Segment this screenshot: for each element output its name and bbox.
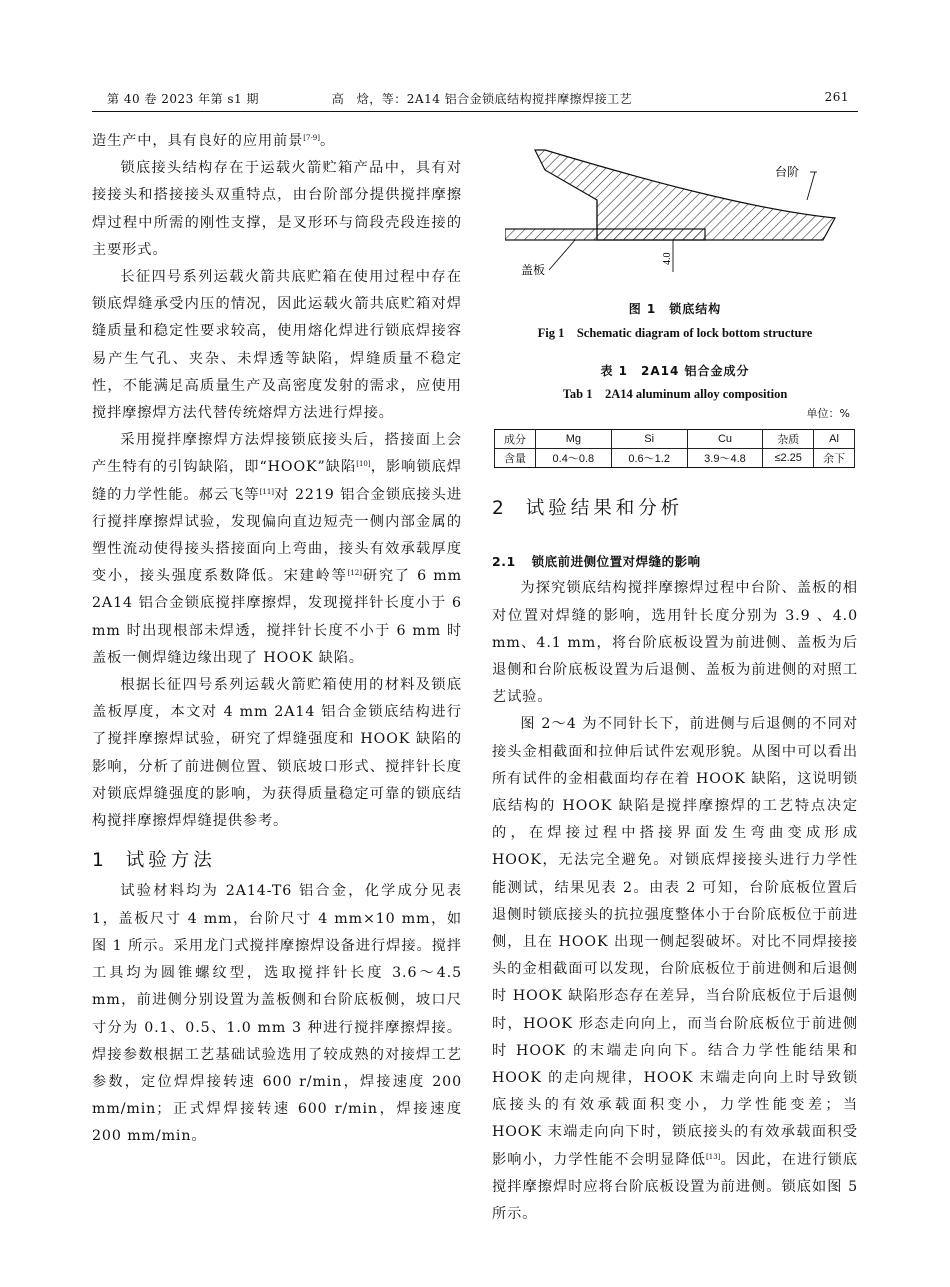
paragraph-7: 为探究锁底结构搅拌摩擦焊过程中台阶、盖板的相对位置对焊缝的影响，选用针长度分别为 3.9 、4.0 mm、4.1 mm，将台阶底板设置为前进侧、盖板为后退侧和台阶底板设置为后退侧、盖板为前进侧的对照工艺试验。 bbox=[492, 580, 858, 706]
label-step: 台阶 bbox=[775, 165, 800, 179]
section-1-heading: 1 试验方法 bbox=[92, 850, 216, 872]
header-rule bbox=[92, 111, 858, 112]
composition-table bbox=[494, 429, 855, 468]
table-cell: 成分 bbox=[495, 430, 536, 449]
section-2-heading: 2 试验结果和分析 bbox=[492, 498, 684, 519]
cover-plate bbox=[505, 229, 705, 240]
paragraph-3: 长征四号系列运载火箭共底贮箱在使用过程中存在锁底焊缝承受内压的情况，因此运载火箭共底贮箱对焊缝质量和稳定性要求较高，使用熔化焊进行锁底焊接容易产生气孔、夹杂、未焊透等缺陷，焊缝质量不稳定性，不能满足高质量生产及高密度发射的需求，应使用搅拌摩擦焊方法代替传统熔焊方法进行焊接。 bbox=[92, 269, 462, 422]
left-column bbox=[92, 128, 462, 1151]
table-cell: Si bbox=[611, 430, 687, 449]
paragraph-8: 图 2～4 为不同针长下，前进侧与后退侧的不同对接头金相截面和拉伸后试件宏观形貌。从图中可以看出所有试件的金相截面均存在着 HOOK 缺陷，这说明锁底结构的 HOOK 缺陷是搅拌摩擦焊的工艺特点决定的，在焊接过程中搭接界面发生弯曲变成形成 HOOK，无法完全避免。对锁底焊接接头进行力学性能测试，结果见表 2。由表 2 可知，台阶底板位置后退侧时锁底接头的抗拉强度整体小于台阶底板位于前进侧，且在 HOOK 出现一侧起裂破坏。对比不同焊接接头的金相截面可以发现，台阶底板位于前进侧和后退侧时 HOOK 缺陷形态存在差异，当台阶底板位于后退侧时，HOOK 形态走向向上，而当台阶底板位于前进侧时 HOOK 的末端走向向下。结合力学性能结果和 HOOK 的走向规律，HOOK 末端走向向上时导致锁底接头的有效承载面积变小，力学性能变差；当 HOOK 末端走向向下时，锁底接头的有效承载面积受影响小，力学性能不会明显降低[13]。因此，在进行锁底搅拌摩擦焊时应将台阶底板设置为前进侧。锁底如图 5 所示。 bbox=[492, 716, 858, 1223]
step-profile bbox=[535, 150, 835, 240]
table-cell: Cu bbox=[687, 430, 763, 449]
table-cell: Mg bbox=[535, 430, 611, 449]
citation-ref: [10] bbox=[356, 460, 371, 469]
page-number: 261 bbox=[824, 90, 849, 104]
paragraph-6: 试验材料均为 2A14-T6 铝合金，化学成分见表 1，盖板尺寸 4 mm，台阶尺寸 4 mm×10 mm，如图 1 所示。采用龙门式搅拌摩擦焊设备进行焊接。搅拌工具均为圆锥螺纹型，选取搅拌针长度 3.6～4.5 mm，前进侧分别设置为盖板侧和台阶底板侧，坡口尺寸分为 0.1、0.5、1.0 mm 3 种进行搅拌摩擦焊接。焊接参数根据工艺基础试验选用了较成熟的对接焊工艺参数，定位焊焊接转速 600 r/min，焊接速度 200 mm/min；正式焊焊接转速 600 r/min，焊接速度 200 mm/min。 bbox=[92, 883, 462, 1145]
table-unit: 单位：% bbox=[806, 407, 850, 420]
table-cell: 杂质 bbox=[763, 430, 814, 449]
paragraph-4: 采用搅拌摩擦焊方法焊接锁底接头后，搭接面上会产生特有的引钩缺陷，即“HOOK”缺陷[10]，影响锁底焊缝的力学性能。郝云飞等[11]对 2219 铝合金锁底接头进行搅拌摩擦焊试验，发现偏向直边短壳一侧内部金属的塑性流动使得接头搭接面向上弯曲，接头有效承载厚度变小，接头强度系数降低。宋建岭等[12]研究了 6 mm 2A14 铝合金锁底搅拌摩擦焊，发现搅拌针长度小于 6 mm 时出现根部未焊透，搅拌针长度不小于 6 mm 时盖板一侧焊缝边缘出现了 HOOK 缺陷。 bbox=[92, 432, 463, 666]
table-row bbox=[495, 449, 855, 468]
table-cell: ≤2.25 bbox=[763, 449, 814, 468]
paragraph-2: 锁底接头结构存在于运载火箭贮箱产品中，具有对接接头和搭接接头双重特点，由台阶部分提供搅拌摩擦焊过程中所需的刚性支撑，是叉形环与筒段壳段连接的主要形式。 bbox=[92, 160, 462, 258]
table-header-row bbox=[495, 430, 855, 449]
table-cell: 3.9～4.8 bbox=[687, 449, 763, 468]
paragraph-5: 根据长征四号系列运载火箭贮箱使用的材料及锁底盖板厚度，本文对 4 mm 2A14 铝合金锁底结构进行了搅拌摩擦焊试验，研究了焊缝强度和 HOOK 缺陷的影响，分析了前进侧位置、锁底坡口形式、搅拌针长度对锁底焊缝强度的影响，为获得质量稳定可靠的锁底结构搅拌摩擦焊焊缝提供参考。 bbox=[92, 677, 462, 830]
table-cell: 含量 bbox=[495, 449, 536, 468]
paragraph-1: 造生产中，具有良好的应用前景[7-9]。 bbox=[92, 133, 336, 149]
right-column bbox=[492, 495, 858, 1228]
subsection-2-1-heading: 2.1 锁底前进侧位置对焊缝的影响 bbox=[492, 554, 701, 570]
lock-structure-drawing bbox=[505, 140, 845, 290]
journal-volume: 第 40 卷 2023 年第 s1 期 bbox=[107, 92, 259, 106]
table-cell: 0.4～0.8 bbox=[535, 449, 611, 468]
table-1-caption-cn: 表 1 2A14 铝合金成分 bbox=[600, 364, 750, 378]
citation-ref: [7-9] bbox=[303, 134, 320, 142]
table-cell: 余下 bbox=[814, 449, 855, 468]
figure-1-caption-en: Fig 1 Schematic diagram of lock bottom structure bbox=[537, 326, 813, 340]
figure-1-caption-cn: 图 1 锁底结构 bbox=[628, 302, 722, 316]
table-cell: Al bbox=[814, 430, 855, 449]
article-running-title: 高 焓，等：2A14 铝合金锁底结构搅拌摩擦焊接工艺 bbox=[331, 92, 633, 106]
figure-1-diagram bbox=[505, 140, 845, 290]
table-cell: 0.6～1.2 bbox=[611, 449, 687, 468]
dimension-label: 4.0 bbox=[662, 252, 673, 265]
citation-ref: [11] bbox=[259, 487, 275, 496]
label-cover-plate: 盖板 bbox=[521, 263, 546, 277]
running-header bbox=[107, 84, 857, 110]
citation-ref: [12] bbox=[347, 569, 362, 578]
table-1-caption-en: Tab 1 2A14 aluminum alloy composition bbox=[562, 387, 788, 401]
citation-ref: [13] bbox=[706, 1152, 721, 1161]
